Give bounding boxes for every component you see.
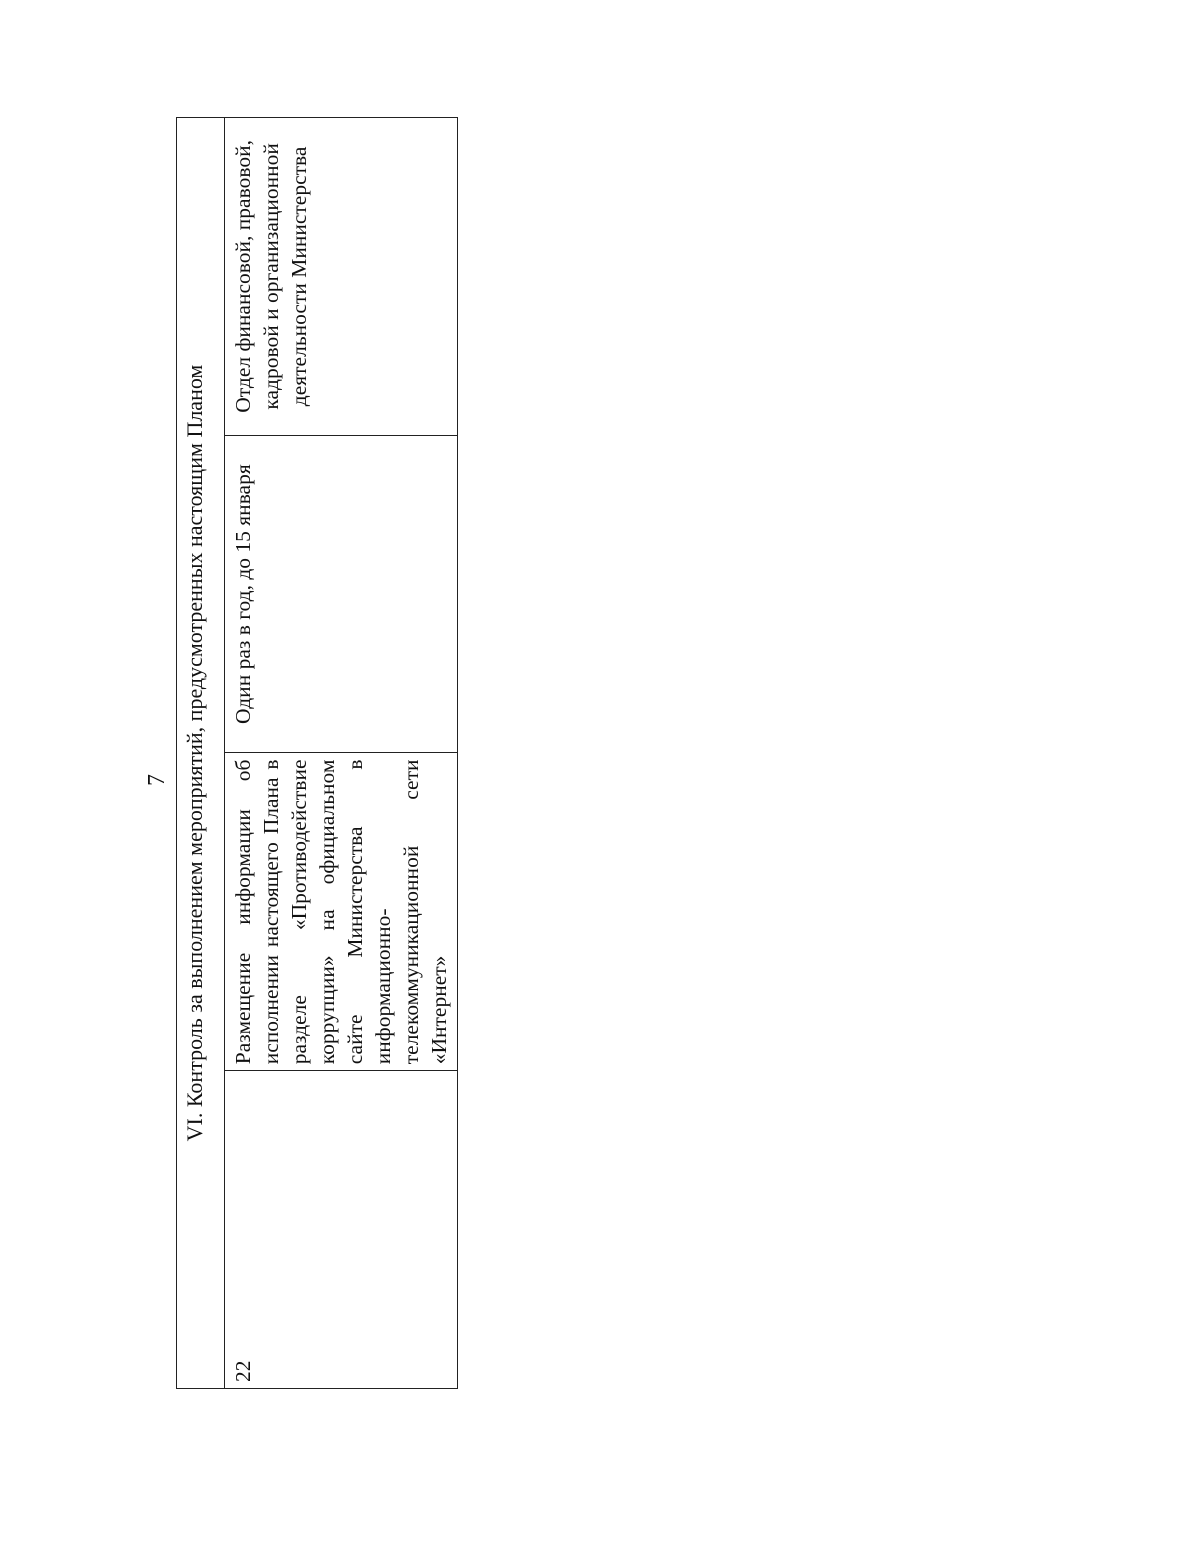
plan-table <box>176 117 458 1389</box>
page-number: 7 <box>144 774 170 786</box>
section-title: VI. Контроль за выполнением мероприятий, предусмотренных настоящим Планом <box>177 118 225 1389</box>
deadline-cell: Один раз в год, до 15 января <box>225 435 458 753</box>
section-row <box>177 118 225 1389</box>
row-number: 22 <box>225 1071 458 1389</box>
responsible-cell: Отдел финансовой, правовой, кадровой и организационной деятельности Министерства <box>225 118 458 436</box>
measure-description: Размещение информации об исполнении настоящего Плана в разделе «Противодействие коррупции» на официальном сайте Министерства в информационно-телекоммуникационной сети «Интернет» <box>225 753 458 1071</box>
table-row <box>225 118 458 1389</box>
